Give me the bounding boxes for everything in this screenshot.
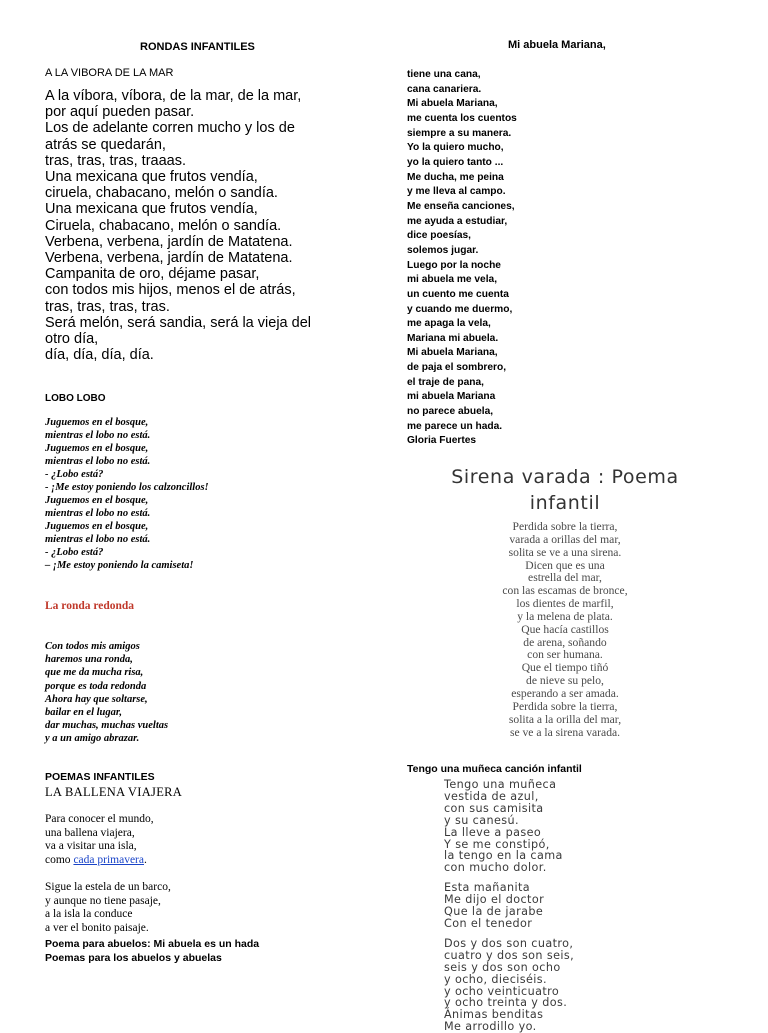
song-line: y ocho veinticuatro xyxy=(444,984,560,998)
poem-line: Perdida sobre la tierra, xyxy=(512,520,618,533)
sirena-varada-heading xyxy=(420,464,710,516)
ballena-stanza-1 xyxy=(45,813,154,867)
song-line: La lleve a paseo xyxy=(444,825,542,839)
poem-line: esperando a ser amada. xyxy=(511,686,619,700)
poem-line: tras, tras, tras, tras. xyxy=(45,298,170,315)
poem-line: me parece un hada. xyxy=(407,420,503,432)
poem-line: Sigue la estela de un barco, xyxy=(45,881,171,893)
poem-line: Mi abuela Mariana, xyxy=(407,347,498,359)
poem-line: Una mexicana que frutos vendía, xyxy=(45,201,258,218)
poem-line: Juguemos en el bosque, xyxy=(45,417,149,428)
poem-line: Juguemos en el bosque, xyxy=(45,521,149,532)
poem-line: mientras el lobo no está. xyxy=(45,430,151,441)
poem-line: no parece abuela, xyxy=(407,406,494,418)
song-line: Que la de jarabe xyxy=(444,905,544,919)
poem-line: yo la quiero tanto ... xyxy=(407,156,504,168)
poem-line: y aunque no tiene pasaje, xyxy=(45,894,161,907)
poem-line: Los de adelante corren mucho y los de xyxy=(45,120,295,137)
poem-line: Para conocer el mundo, xyxy=(45,813,154,825)
ballena-viajera-heading: LA BALLENA VIAJERA xyxy=(45,785,183,799)
poem-line: un cuento me cuenta xyxy=(407,288,509,300)
poem-line: de arena, soñando xyxy=(523,635,607,649)
poem-line: - ¿Lobo está? xyxy=(45,469,104,480)
poem-line: estrella del mar, xyxy=(528,571,602,585)
poem-line: de paja el sombrero, xyxy=(407,362,507,374)
poem-line: - ¿Lobo está? xyxy=(45,547,104,558)
poem-line: - ¡Me estoy poniendo los calzoncillos! xyxy=(45,482,209,493)
poem-line: – ¡Me estoy poniendo la camiseta! xyxy=(45,560,194,571)
poem-line: mientras el lobo no está. xyxy=(45,534,151,545)
poem-line: por aquí pueden pasar. xyxy=(45,104,195,121)
song-line: Me dijo el doctor xyxy=(444,893,545,907)
poem-line: tras, tras, tras, traaas. xyxy=(45,152,187,169)
song-line: Dos y dos son cuatro, xyxy=(444,936,574,950)
poem-line: Campanita de oro, déjame pasar, xyxy=(45,266,260,283)
song-line: y ocho treinta y dos. xyxy=(444,996,568,1010)
lobo-poem xyxy=(45,416,209,572)
poem-line: con las escamas de bronce, xyxy=(502,584,628,598)
poem-line: ciruela, chabacano, melón o sandía. xyxy=(45,185,278,202)
poem-line: a la isla la conduce xyxy=(45,908,133,921)
song-line: con sus camisita xyxy=(444,801,544,815)
song-line: con mucho dolor. xyxy=(444,861,547,875)
poem-line: Con todos mis amigos xyxy=(45,641,140,652)
song-line: Tengo una muñeca xyxy=(444,778,557,791)
poem-line: los dientes de marfil, xyxy=(516,597,614,611)
poem-line: Me ducha, me peina xyxy=(407,171,504,183)
poem-author: Gloria Fuertes xyxy=(407,435,477,447)
vibora-heading: A LA VIBORA DE LA MAR xyxy=(45,67,174,79)
heading-line: Sirena varada : Poema xyxy=(451,466,679,488)
song-line: Me arrodillo yo. xyxy=(444,1020,537,1033)
sirena-varada-poem xyxy=(420,521,710,739)
poem-line: y me lleva al campo. xyxy=(407,186,506,198)
poem-line: siempre a su manera. xyxy=(407,127,512,139)
poem-line: mi abuela me vela, xyxy=(407,274,498,286)
poem-line: Una mexicana que frutos vendía, xyxy=(45,169,258,186)
poem-line: Que el tiempo tiñó xyxy=(521,661,609,675)
poem-line: Dicen que es una xyxy=(525,558,605,572)
poem-line: el traje de pana, xyxy=(407,376,485,388)
line-suffix: . xyxy=(144,853,147,866)
poem-line: bailar en el lugar, xyxy=(45,707,123,719)
poem-line: me ayuda a estudiar, xyxy=(407,215,508,227)
poem-line: Ciruela, chabacano, melón o sandía. xyxy=(45,217,282,234)
abuela-mariana-heading: Mi abuela Mariana, xyxy=(508,39,606,51)
line-prefix: como xyxy=(45,853,74,866)
song-line: y ocho, dieciséis. xyxy=(444,972,547,986)
poem-line: Mariana mi abuela. xyxy=(407,332,499,344)
poem-line: Será melón, será sandia, será la vieja del xyxy=(45,314,311,331)
poem-line: varada a orillas del mar, xyxy=(509,532,621,546)
poem-line: solemos jugar. xyxy=(407,244,479,256)
poem-line: haremos una ronda, xyxy=(45,654,133,666)
poem-line: Verbena, verbena, jardín de Matatena. xyxy=(45,250,293,267)
song-line: cuatro y dos son seis, xyxy=(444,948,575,962)
poem-line: mientras el lobo no está. xyxy=(45,508,151,519)
heading-line: infantil xyxy=(529,492,601,514)
poem-line: una ballena viajera, xyxy=(45,826,135,839)
poem-line: y cuando me duermo, xyxy=(407,303,513,315)
poem-line: a ver el bonito paisaje. xyxy=(45,921,149,934)
poem-line: Que hacía castillos xyxy=(521,622,609,636)
poem-line: con todos mis hijos, menos el de atrás, xyxy=(45,282,296,299)
poem-line: día, día, día, día. xyxy=(45,347,154,364)
poem-line: con ser humana. xyxy=(527,648,603,662)
poem-line: me apaga la vela, xyxy=(407,318,491,330)
poem-line: Perdida sobre la tierra, xyxy=(512,699,618,713)
poem-line: mi abuela Mariana xyxy=(407,391,496,403)
muneca-song xyxy=(444,779,574,1033)
poem-line: Me enseña canciones, xyxy=(407,200,515,212)
rondas-infantiles-heading: RONDAS INFANTILES xyxy=(140,41,255,53)
poem-line: tiene una cana, xyxy=(407,69,481,80)
abuela-mariana-poem xyxy=(407,68,517,449)
poem-line: porque es toda redonda xyxy=(45,680,147,692)
song-line: vestida de azul, xyxy=(444,789,539,803)
poem-line: Yo la quiero mucho, xyxy=(407,142,504,154)
poem-line: y a un amigo abrazar. xyxy=(45,733,140,745)
poem-line: Juguemos en el bosque, xyxy=(45,495,149,506)
poem-line: Ahora hay que soltarse, xyxy=(45,693,148,705)
poem-line: dar muchas, muchas vueltas xyxy=(45,720,169,732)
ballena-stanza-2 xyxy=(45,881,171,935)
poem-line: cana canariera. xyxy=(407,83,482,95)
song-line: Con el tenedor xyxy=(444,916,533,930)
poem-line: solita se ve a una sirena. xyxy=(508,545,622,559)
poem-line: Juguemos en el bosque, xyxy=(45,443,149,454)
song-line: seis y dos son ocho xyxy=(444,960,561,974)
song-line: Esta mañanita xyxy=(444,881,531,895)
abuela-hada-title: Poema para abuelos: Mi abuela es un hada xyxy=(45,938,260,950)
poemas-infantiles-heading: POEMAS INFANTILES xyxy=(45,771,155,783)
ronda-redonda-poem xyxy=(45,640,168,746)
poem-line: Mi abuela Mariana, xyxy=(407,98,498,110)
ronda-redonda-heading: La ronda redonda xyxy=(45,600,135,612)
poem-line: otro día, xyxy=(45,331,99,348)
song-line: Y se me constipó, xyxy=(444,837,550,851)
poem-line: y la melena de plata. xyxy=(517,609,613,623)
poem-line: de nieve su pelo, xyxy=(526,674,604,688)
poem-line: mientras el lobo no está. xyxy=(45,456,151,467)
song-line: la tengo en la cama xyxy=(444,849,563,863)
cada-primavera-link[interactable]: cada primavera xyxy=(73,853,144,866)
poem-line: Verbena, verbena, jardín de Matatena. xyxy=(45,233,293,250)
poem-line: que me da mucha risa, xyxy=(45,667,144,679)
song-line: y su canesú. xyxy=(444,813,519,827)
poem-line: atrás se quedarán, xyxy=(45,136,166,153)
poem-line: A la víbora, víbora, de la mar, de la mar, xyxy=(45,88,302,104)
poem-line: me cuenta los cuentos xyxy=(407,112,517,124)
poem-line: se ve a la sirena varada. xyxy=(509,725,621,739)
poem-line: va a visitar una isla, xyxy=(45,840,137,853)
lobo-heading: LOBO LOBO xyxy=(45,393,106,404)
vibora-poem xyxy=(45,88,311,363)
abuelos-poems-title: Poemas para los abuelos y abuelas xyxy=(45,951,222,964)
poem-line: solita a la orilla del mar, xyxy=(508,712,622,726)
poem-line-with-link xyxy=(45,854,154,868)
footer-links xyxy=(45,938,259,965)
song-line: Ánimas benditas xyxy=(444,1008,544,1022)
muneca-heading: Tengo una muñeca canción infantil xyxy=(407,763,582,775)
poem-line: Luego por la noche xyxy=(407,259,501,271)
poem-line: dice poesías, xyxy=(407,230,471,242)
